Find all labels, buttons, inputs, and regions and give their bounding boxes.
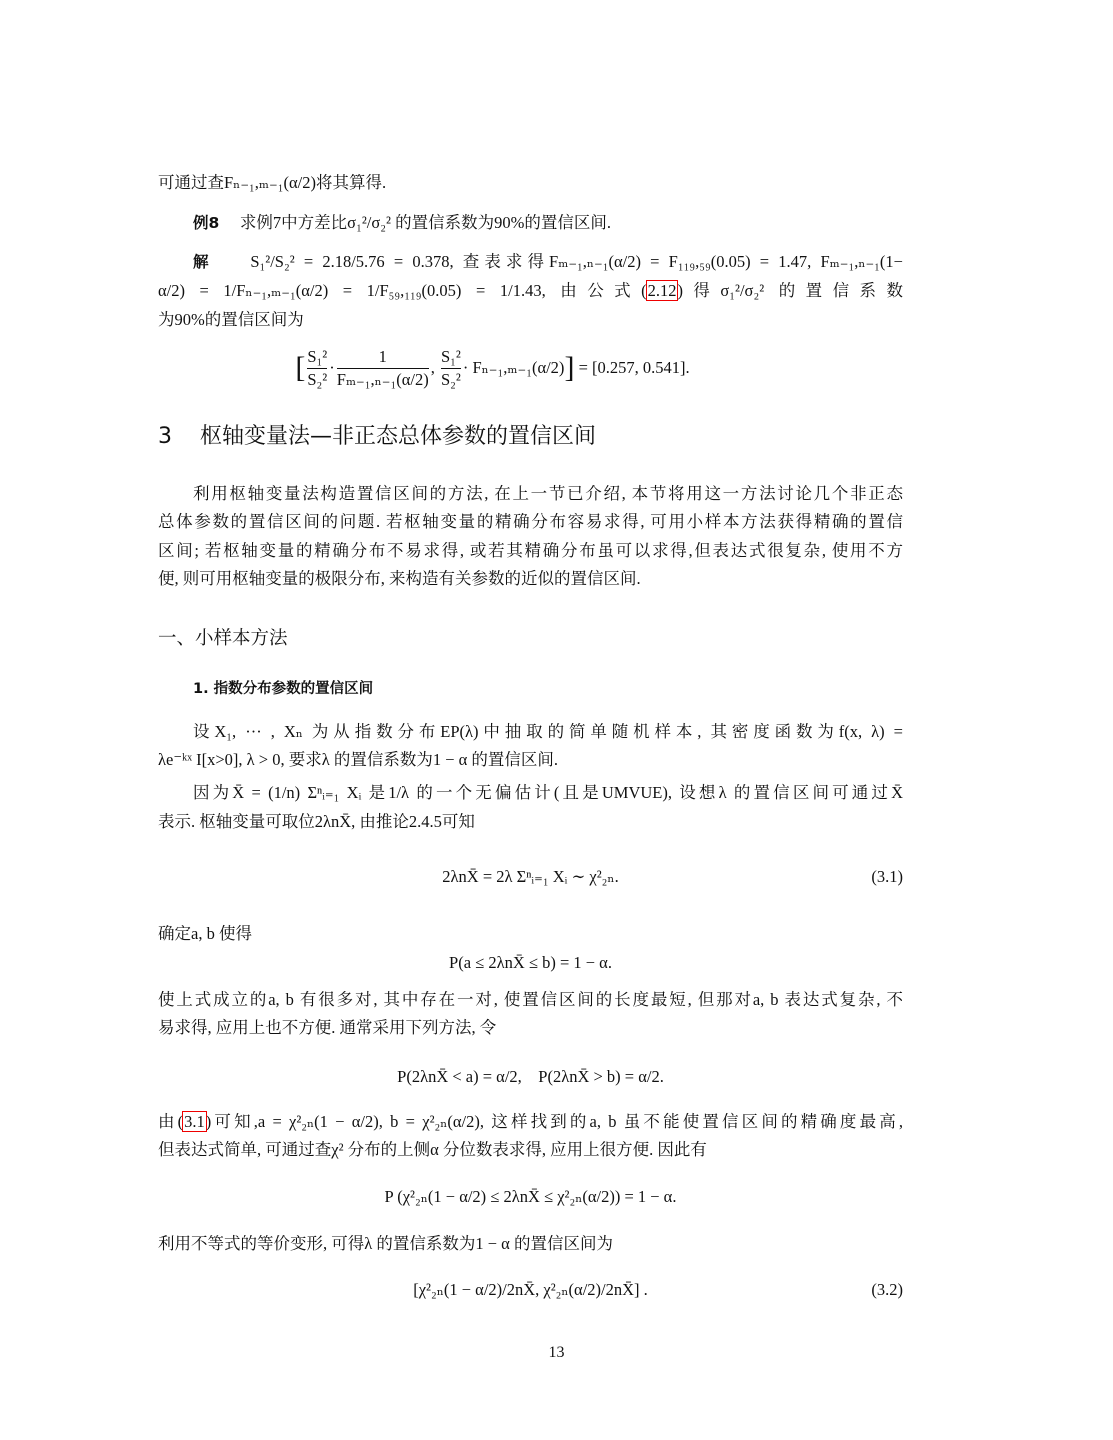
equation: 2λnX̄ = 2λ Σⁿᵢ₌₁ Xᵢ ∼ χ²₂ₙ. bbox=[442, 867, 619, 886]
solution-line bbox=[158, 280, 903, 302]
solution-text: S₁²/S₂² = 2.18/5.76 = 0.378, 查表求得Fₘ₋₁,ₙ₋₁(α/2) = F₁₁₉,₅₉(0.05) = 1.47, Fₘ₋₁,ₙ₋₁(1− bbox=[250, 252, 903, 271]
text: )可知,a = χ²₂ₙ(1 − α/2), b = χ²₂ₙ(α/2), 这样找到的a, b 虽不能使置信区间的精确度最高, bbox=[205, 1112, 903, 1131]
paragraph-line: 总体参数的置信区间的问题. 若枢轴变量的精确分布容易求得, 可用小样本方法获得精确的置信 bbox=[158, 512, 903, 531]
equation-3-1 bbox=[158, 866, 903, 888]
equation-ref-link[interactable]: 3.1 bbox=[184, 1112, 205, 1131]
example-text: 求例7中方差比σ₁²/σ₂² 的置信系数为90%的置信区间. bbox=[239, 213, 611, 232]
denominator: Fₘ₋₁,ₙ₋₁(α/2) bbox=[336, 369, 429, 389]
section-title: 枢轴变量法—非正态总体参数的置信区间 bbox=[199, 424, 596, 449]
equation-result: = [0.257, 0.541]. bbox=[578, 358, 690, 377]
display-equation: [ $\frac{\text{S₁²}}{\text{S₂²}}$ · $\frac{1}{\text{Fₘ₋₁,ₙ₋₁(α/2)}}$ , $\frac{\text{S₁²}}{\text{S₂²}}$ · Fₙ₋₁,ₘ₋₁(α/2) ] = [0.257, 0.541]. bbox=[295, 346, 690, 389]
paragraph-line: 但表达式简单, 可通过查χ² 分布的上侧α 分位数表求得, 应用上很方便. 因此有 bbox=[158, 1140, 707, 1159]
solution-text: )得σ₁²/σ₂² 的置信系数 bbox=[677, 281, 903, 300]
numerator: S₁² bbox=[307, 346, 327, 369]
paragraph-line: 因为X̄ = (1/n) Σⁿᵢ₌₁ Xᵢ 是1/λ 的一个无偏估计(且是UMVUE), 设想λ 的置信区间可通过X̄ bbox=[193, 783, 903, 802]
section-number: 3 bbox=[158, 424, 172, 449]
section-heading bbox=[158, 426, 903, 448]
solution-line: 为90%的置信区间为 bbox=[158, 310, 304, 329]
paragraph-line: 区间; 若枢轴变量的精确分布不易求得, 或若其精确分布虽可以求得,但表达式很复杂, 使用不方 bbox=[158, 541, 903, 560]
text: 由( bbox=[158, 1112, 184, 1131]
example-8 bbox=[193, 212, 903, 234]
equation: [χ²₂ₙ(1 − α/2)/2nX̄, χ²₂ₙ(α/2)/2nX̄] . bbox=[413, 1280, 648, 1299]
display-equation: P(2λnX̄ < a) = α/2, P(2λnX̄ > b) = α/2. bbox=[397, 1067, 664, 1086]
paragraph-line: 设X₁, ··· , Xₙ 为从指数分布EP(λ)中抽取的简单随机样本, 其密度函数为f(x, λ) = bbox=[193, 722, 903, 741]
bracket: [ bbox=[295, 351, 306, 384]
example-label: 例8 bbox=[193, 214, 220, 232]
page-number: 13 bbox=[548, 1344, 565, 1361]
text-line: 可通过查Fₙ₋₁,ₘ₋₁(α/2)将其算得. bbox=[158, 173, 387, 192]
equation-part: · Fₙ₋₁,ₘ₋₁(α/2) bbox=[462, 358, 565, 377]
paragraph-line: 利用枢轴变量法构造置信区间的方法, 在上一节已介绍, 本节将用这一方法讨论几个非正态 bbox=[193, 484, 903, 503]
display-equation: P (χ²₂ₙ(1 − α/2) ≤ 2λnX̄ ≤ χ²₂ₙ(α/2)) = 1 − α. bbox=[384, 1187, 677, 1206]
numerator: S₁² bbox=[441, 346, 461, 369]
paragraph-line bbox=[158, 1111, 903, 1133]
numerator: 1 bbox=[337, 346, 429, 369]
display-equation: P(a ≤ 2λnX̄ ≤ b) = 1 − α. bbox=[449, 953, 612, 972]
denominator: S₂² bbox=[307, 369, 328, 389]
paragraph-line: 表示. 枢轴变量可取位2λnX̄, 由推论2.4.5可知 bbox=[158, 812, 475, 831]
subsubsection-heading: 1. 指数分布参数的置信区间 bbox=[193, 681, 374, 697]
paragraph-line: 利用不等式的等价变形, 可得λ 的置信系数为1 − α 的置信区间为 bbox=[158, 1234, 613, 1253]
equation-ref-link[interactable]: 2.12 bbox=[647, 281, 677, 300]
paragraph-line: 使上式成立的a, b 有很多对, 其中存在一对, 使置信区间的长度最短, 但那对a, b 表达式复杂, 不 bbox=[158, 990, 903, 1009]
solution-line bbox=[193, 251, 903, 273]
paragraph-line: λe⁻ᵏˣ I[x>0], λ > 0, 要求λ 的置信系数为1 − α 的置信区间. bbox=[158, 750, 559, 769]
fraction bbox=[441, 346, 461, 391]
equation-3-2 bbox=[158, 1279, 903, 1301]
equation-number: (3.1) bbox=[871, 867, 903, 886]
subsection-heading: 一、小样本方法 bbox=[158, 628, 288, 649]
solution-text: α/2) = 1/Fₙ₋₁,ₘ₋₁(α/2) = 1/F₅₉,₁₁₉(0.05) = 1/1.43, 由公式( bbox=[158, 281, 647, 300]
bracket: ] bbox=[564, 351, 575, 384]
paragraph-line: 确定a, b 使得 bbox=[158, 924, 252, 943]
fraction bbox=[307, 346, 327, 391]
paragraph-line: 便, 则可用枢轴变量的极限分布, 来构造有关参数的近似的置信区间. bbox=[158, 569, 641, 588]
fraction bbox=[337, 346, 429, 391]
equation-number: (3.2) bbox=[871, 1280, 903, 1299]
denominator: S₂² bbox=[440, 369, 461, 389]
solution-label: 解 bbox=[193, 253, 214, 271]
paragraph-line: 易求得, 应用上也不方便. 通常采用下列方法, 令 bbox=[158, 1018, 497, 1037]
